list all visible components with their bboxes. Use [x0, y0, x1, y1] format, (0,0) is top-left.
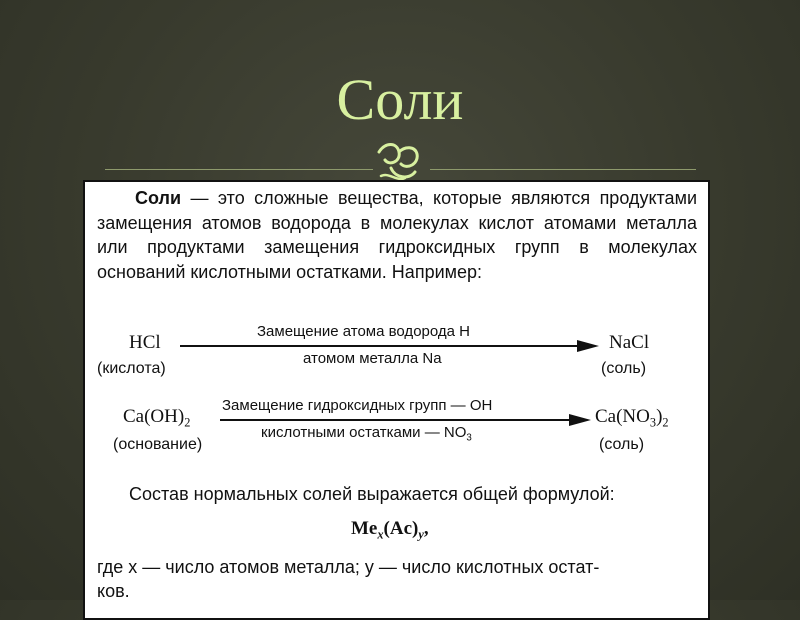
general-formula: $Me_x(Ac)_y$,: [351, 518, 429, 542]
formula-intro: Состав нормальных солей выражается общей формулой:: [129, 484, 615, 504]
reaction1-arrow-line: [180, 345, 580, 347]
slide-title: Соли: [336, 67, 464, 132]
reaction1-reactant: HCl: [129, 332, 161, 353]
title-rule-left: [105, 169, 373, 170]
reaction1-label-above: Замещение атома водорода H: [257, 323, 470, 340]
flourish-ornament-icon: [371, 138, 431, 186]
reaction2-label-above: Замещение гидроксидных групп — OH: [222, 397, 493, 414]
reaction1-label-below: атомом металла Na: [303, 350, 442, 367]
reaction1-product-note: (соль): [601, 360, 647, 377]
reaction2-arrow-head-icon: [569, 414, 591, 426]
reaction1-reactant-note: (кислота): [97, 360, 166, 377]
reaction1-arrow-head-icon: [577, 340, 599, 352]
reaction2-product-note: (соль): [599, 436, 645, 453]
definition-term: Соли: [135, 188, 182, 208]
reaction2-product: $Ca(NO_3)_2$: [595, 406, 669, 430]
reaction2-reactant-note: (основание): [113, 436, 203, 453]
title-rule-right: [430, 169, 696, 170]
reaction2-reactant: $Ca(OH)_2$: [123, 406, 191, 430]
reaction2-arrow-line: [220, 419, 572, 421]
formula-legend-line2: ков.: [97, 581, 130, 601]
reaction1-product: NaCl: [609, 332, 650, 353]
definition-text: — это сложные вещества, которые являются продуктами замещения атомов водорода в молекулах кислот атомами металла или продуктами замещения гидроксидных групп в молекулах оснований кислотными остатками. Например:: [97, 188, 697, 282]
reaction2-label-below: кислотными остатками — $NO_3$: [261, 424, 472, 444]
formula-legend-line1: где x — число атомов металла; y — число кислотных остат-: [97, 557, 600, 577]
textbook-page: [83, 180, 710, 620]
definition-paragraph: [97, 186, 697, 284]
